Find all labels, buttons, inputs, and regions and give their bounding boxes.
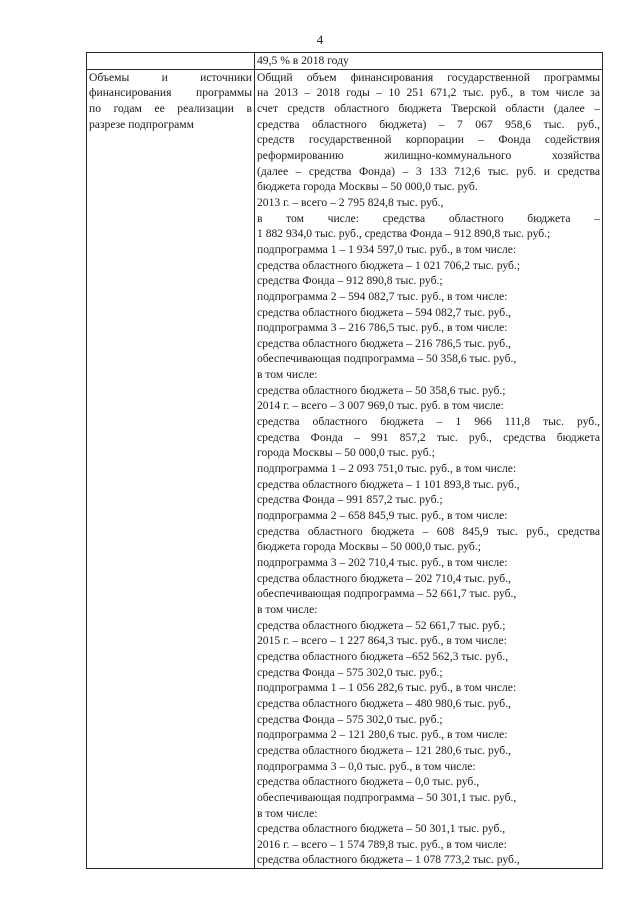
financing-text-line: средства областного бюджета – 594 082,7 тыс. руб., xyxy=(257,305,512,319)
section-title-line-3: по годам ее реализации в xyxy=(89,101,252,115)
financing-text-line: средства областного бюджета – 1 966 111,8 тыс. руб., xyxy=(257,415,600,429)
financing-text-line: в том числе: xyxy=(257,806,318,820)
financing-text-line: средства областного бюджета – 50 358,6 тыс. руб.; xyxy=(257,383,506,397)
financing-text-line: средства Фонда – 575 302,0 тыс. руб.; xyxy=(257,712,443,726)
financing-details-cell xyxy=(255,69,603,868)
section-title-line-1: Объемы и источники xyxy=(89,70,252,84)
section-title-cell xyxy=(87,69,255,868)
financing-text-line: средства областного бюджета – 202 710,4 тыс. руб., xyxy=(257,571,512,585)
financing-text-line: средства областного бюджета – 608 845,9 тыс. руб., средства xyxy=(257,524,600,538)
financing-text-line: в том числе: xyxy=(257,602,318,616)
financing-text-line: реформированию жилищно-коммунального хозяйства xyxy=(257,148,600,162)
financing-text-line: Общий объем финансирования государственной программы xyxy=(257,70,600,84)
financing-text-line: города Москвы – 50 000,0 тыс. руб.; xyxy=(257,446,435,460)
financing-text-line: (далее – средства Фонда) – 3 133 712,6 тыс. руб. и средства xyxy=(257,164,600,178)
financing-text-line: подпрограмма 3 – 216 786,5 тыс. руб., в том числе: xyxy=(257,321,508,335)
financing-text-line: средства Фонда – 575 302,0 тыс. руб.; xyxy=(257,665,443,679)
financing-text-line: средства областного бюджета –652 562,3 тыс. руб., xyxy=(257,649,509,663)
financing-text-line: подпрограмма 1 – 1 056 282,6 тыс. руб., в том числе: xyxy=(257,681,517,695)
section-title-line-2: финансирования программы xyxy=(89,86,252,100)
financing-text-line: подпрограмма 3 – 202 710,4 тыс. руб., в том числе: xyxy=(257,556,508,569)
financing-text-line: средств государственной корпорации – Фонда содействия xyxy=(257,133,600,147)
financing-text-line: бюджета города Москвы – 50 000,0 тыс. руб. xyxy=(257,180,478,194)
financing-text-line: 2013 г. – всего – 2 795 824,8 тыс. руб., xyxy=(257,195,444,209)
financing-text-line: 2016 г. – всего – 1 574 789,8 тыс. руб., в том числе: xyxy=(257,837,507,851)
financing-text-line: 2014 г. – всего – 3 007 969,0 тыс. руб. в том числе: xyxy=(257,399,504,413)
financing-text-line: подпрограмма 2 – 658 845,9 тыс. руб., в том числе: xyxy=(257,509,508,523)
financing-text-line: средства областного бюджета) – 7 067 958,6 тыс. руб., xyxy=(257,117,600,131)
financing-text-line: на 2013 – 2018 годы – 10 251 671,2 тыс. руб., в том числе за xyxy=(257,86,600,100)
financing-text-line: средства Фонда – 912 890,8 тыс. руб.; xyxy=(257,274,443,288)
financing-text-line: в том числе: xyxy=(257,368,318,382)
financing-text-line: средства Фонда – 991 857,2 тыс. руб.; xyxy=(257,493,443,507)
financing-text-line: бюджета города Москвы – 50 000,0 тыс. руб.; xyxy=(257,540,481,554)
financing-text-line: подпрограмма 1 – 2 093 751,0 тыс. руб., в том числе: xyxy=(257,462,517,476)
financing-text-line: обеспечивающая подпрограмма – 50 358,6 тыс. руб., xyxy=(257,352,517,366)
financing-text-line: обеспечивающая подпрограмма – 50 301,1 тыс. руб., xyxy=(257,790,517,804)
financing-text-line: средства областного бюджета – 121 280,6 тыс. руб., xyxy=(257,743,512,757)
financing-text-line: средства областного бюджета – 480 980,6 тыс. руб., xyxy=(257,696,512,710)
financing-text-line: средства областного бюджета – 50 301,1 тыс. руб., xyxy=(257,822,506,836)
financing-text-line: в том числе: средства областного бюджета – xyxy=(257,211,600,225)
section-title-line-4: разрезе подпрограмм xyxy=(89,117,194,131)
table-row-financing xyxy=(87,69,603,868)
financing-text-line: подпрограмма 2 – 121 280,6 тыс. руб., в том числе: xyxy=(257,728,508,742)
financing-text-line: 2015 г. – всего – 1 227 864,3 тыс. руб., в том числе: xyxy=(257,634,507,648)
financing-text-line: счет средств областного бюджета Тверской области (далее – xyxy=(257,101,600,115)
financing-text-line: средства областного бюджета – 1 021 706,2 тыс. руб.; xyxy=(257,258,521,272)
page-number: 4 xyxy=(316,32,324,47)
financing-text-line: 1 882 934,0 тыс. руб., средства Фонда – 912 890,8 тыс. руб.; xyxy=(257,227,551,241)
financing-text-line: подпрограмма 2 – 594 082,7 тыс. руб., в том числе: xyxy=(257,289,508,303)
financing-text-line: подпрограмма 1 – 1 934 597,0 тыс. руб., в том числе: xyxy=(257,242,517,256)
financing-text-line: средства областного бюджета – 1 078 773,2 тыс. руб., xyxy=(257,853,520,867)
financing-text-line: средства Фонда – 991 857,2 тыс. руб., средства бюджета xyxy=(257,430,600,444)
continuation-right-cell: 49,5 % в 2018 году xyxy=(255,53,603,70)
financing-table xyxy=(86,52,603,869)
financing-text-line: средства областного бюджета – 52 661,7 тыс. руб.; xyxy=(257,618,506,632)
financing-text-line: средства областного бюджета – 216 786,5 тыс. руб., xyxy=(257,336,512,350)
table-row-continuation xyxy=(87,53,603,70)
financing-text-line: средства областного бюджета – 1 101 893,8 тыс. руб., xyxy=(257,477,520,491)
financing-text-line: средства областного бюджета – 0,0 тыс. руб., xyxy=(257,775,480,789)
financing-text-line: подпрограмма 3 – 0,0 тыс. руб., в том числе: xyxy=(257,759,476,773)
continuation-left-cell xyxy=(87,53,255,70)
financing-text-line: обеспечивающая подпрограмма – 52 661,7 тыс. руб., xyxy=(257,587,517,601)
